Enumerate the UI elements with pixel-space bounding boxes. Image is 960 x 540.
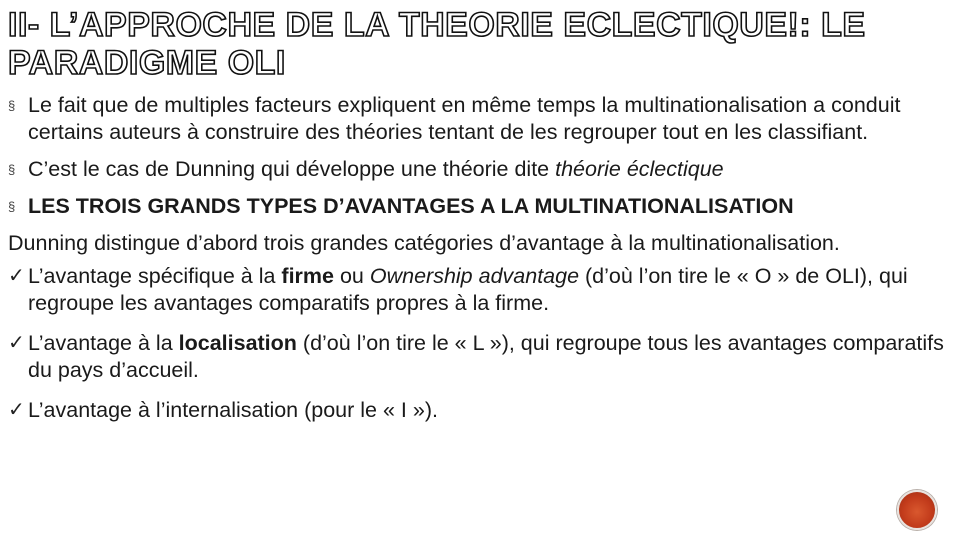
bullet-text: Le fait que de multiples facteurs expliquent en même temps la multinationalisation a conduit certains auteurs à construire des théories tentant de les regrouper tout en les classifiant. (28, 93, 901, 144)
check-text: L’avantage à la (28, 331, 179, 355)
checkmark-icon: ✓ (8, 332, 25, 354)
section-heading: LES TROIS GRANDS TYPES D’AVANTAGES A LA MULTINATIONALISATION (28, 194, 794, 218)
check-text: (d’où l’on tire le « O » de OLI), qui regroupe les avantages comparatifs propres à la firme. (28, 264, 908, 315)
check-italic-term: Ownership advantage (369, 264, 580, 288)
checkmark-icon: ✓ (8, 265, 25, 287)
bullet-item (8, 92, 953, 146)
slide-nav-button[interactable] (897, 490, 937, 530)
bullet-italic-term: théorie éclectique (555, 157, 724, 181)
bullet-text: C’est le cas de Dunning qui développe une théorie dite (28, 157, 556, 181)
check-item (8, 263, 953, 317)
check-text: L’avantage à l’internalisation (pour le « I »). (28, 398, 438, 422)
check-text: (d’où l’on tire le « L »), qui regroupe tous les avantages comparatifs du pays d’accueil. (28, 331, 944, 382)
checkmark-icon: ✓ (8, 399, 25, 421)
intro-paragraph: Dunning distingue d’abord trois grandes catégories d’avantage à la multinationalisation. (8, 231, 840, 255)
bullet-marker: § (8, 162, 16, 177)
bullet-item (8, 193, 953, 220)
check-item (8, 330, 953, 384)
bullet-item (8, 156, 953, 183)
slide-content (8, 92, 953, 437)
check-item (8, 397, 953, 424)
check-bold-term: firme (281, 264, 334, 288)
bullet-marker: § (8, 98, 16, 113)
bullet-marker: § (8, 199, 16, 214)
check-text: L’avantage spécifique à la (28, 264, 282, 288)
check-text: ou (334, 264, 370, 288)
slide-title: II- L’APPROCHE DE LA THEORIE ECLECTIQUE!: LE PARADIGME OLI (8, 6, 866, 82)
check-bold-term: localisation (178, 331, 297, 355)
